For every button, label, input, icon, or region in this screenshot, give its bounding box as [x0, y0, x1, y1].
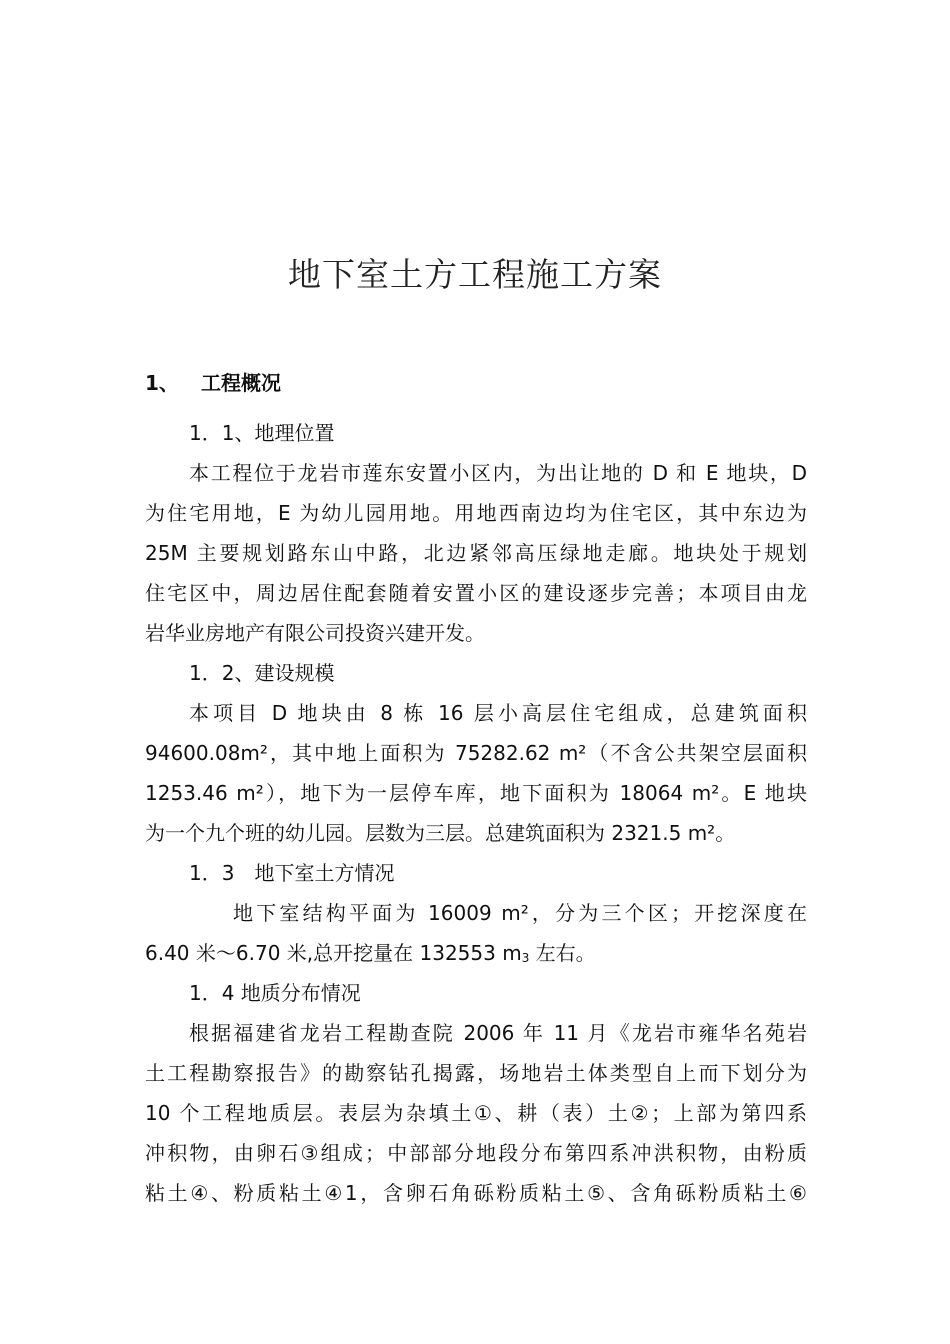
paragraph-line: 为住宅用地，E 为幼儿园用地。用地西南边均为住宅区，其中东边为	[145, 501, 807, 525]
section-title: 工程概况	[201, 371, 281, 395]
paragraph-line: 10 个工程地质层。表层为杂填土①、耕（表）土②；上部为第四系	[145, 1101, 807, 1125]
subsection-heading-1-3: 1．3 地下室土方情况	[189, 861, 395, 885]
paragraph-line: 为一个九个班的幼儿园。层数为三层。总建筑面积为 2321.5 m²。	[145, 821, 736, 845]
document-body	[145, 413, 807, 1213]
paragraph-line: 94600.08m²，其中地上面积为 75282.62 m²（不含公共架空层面积	[145, 741, 807, 765]
paragraph-line: 25M 主要规划路东山中路，北边紧邻高压绿地走廊。地块处于规划	[145, 541, 807, 565]
paragraph-line: 粘土④、粉质粘土④1，含卵石角砾粉质粘土⑤、含角砾粉质粘土⑥	[145, 1181, 807, 1205]
paragraph-line: 土工程勘察报告》的勘察钻孔揭露，场地岩土体类型自上而下划分为	[145, 1061, 807, 1085]
paragraph-line: 1253.46 m²），地下为一层停车库，地下面积为 18064 m²。E 地块	[145, 781, 807, 805]
subscript: 3	[521, 951, 530, 965]
paragraph-line: 住宅区中，周边居住配套随着安置小区的建设逐步完善；本项目由龙	[145, 581, 807, 605]
paragraph-line: 本项目 D 地块由 8 栋 16 层小高层住宅组成，总建筑面积	[189, 701, 807, 725]
section-heading	[145, 368, 281, 398]
subsection-heading-1-1: 1．1、地理位置	[189, 421, 335, 445]
paragraph-line: 根据福建省龙岩工程勘查院 2006 年 11 月《龙岩市雍华名苑岩	[189, 1021, 807, 1045]
section-number: 1、	[145, 371, 179, 395]
subsection-heading-1-2: 1．2、建设规模	[189, 661, 335, 685]
paragraph-line: 地下室结构平面为 16009 m²，分为三个区；开挖深度在	[233, 901, 807, 925]
paragraph-line: 本工程位于龙岩市莲东安置小区内，为出让地的 D 和 E 地块，D	[189, 461, 807, 485]
paragraph-line	[145, 933, 807, 973]
subsection-heading-1-4: 1．4 地质分布情况	[189, 981, 361, 1005]
paragraph-line: 岩华业房地产有限公司投资兴建开发。	[145, 621, 485, 645]
line-text: 6.40 米～6.70 米,总开挖量在 132553 m	[145, 941, 522, 965]
line-text: 左右。	[529, 941, 596, 965]
document-title: 地下室土方工程施工方案	[288, 255, 662, 294]
paragraph-line: 冲积物，由卵石③组成；中部部分地段分布第四系冲洪积物，由粉质	[145, 1141, 807, 1165]
